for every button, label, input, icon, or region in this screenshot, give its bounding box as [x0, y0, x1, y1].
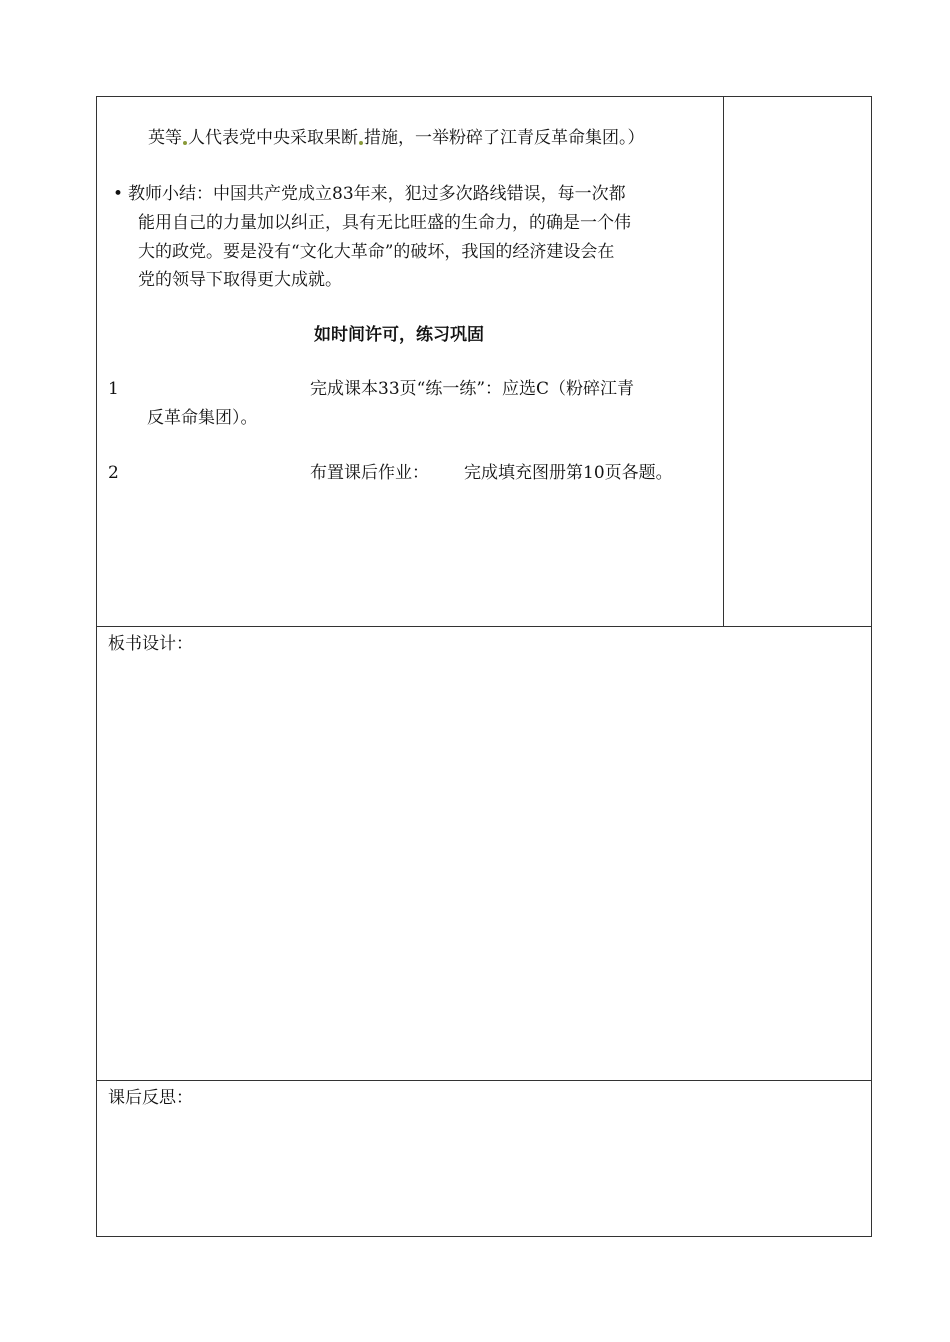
lesson-table — [96, 96, 872, 1237]
board-design-row — [97, 627, 871, 1081]
board-design-label: 板书设计： — [108, 634, 193, 654]
teacher-summary-line-3: 大的政党。要是没有“文化大革命”的破坏，我国的经济建设会在 — [138, 242, 615, 262]
teacher-summary-line-2: 能用自己的力量加以纠正，具有无比旺盛的生命力，的确是一个伟 — [138, 213, 631, 233]
reflection-label: 课后反思： — [108, 1088, 193, 1108]
summary-bullet: • — [113, 184, 124, 204]
item-2-label: 布置课后作业： — [310, 463, 429, 483]
teacher-summary-line-4: 党的领导下取得更大成就。 — [138, 270, 342, 290]
teacher-summary-line-1: 教师小结：中国共产党成立83年来，犯过多次路线错误，每一次都 — [128, 184, 626, 204]
notes-side-cell — [724, 97, 871, 626]
lesson-content-cell — [97, 97, 724, 626]
highlight-mark — [183, 141, 187, 145]
item-1-line-2: 反革命集团）。 — [147, 408, 258, 428]
item-1-number: 1 — [108, 379, 119, 399]
lesson-content-row — [97, 97, 871, 627]
text-segment: 措施，一举粉碎了江青反革命集团。） — [364, 128, 645, 148]
item-2-number: 2 — [108, 463, 119, 483]
item-2-task: 完成填充图册第10页各题。 — [464, 463, 673, 483]
practice-heading: 如时间许可，练习巩固 — [314, 325, 484, 345]
paragraph-continuation — [148, 125, 645, 151]
item-1-line-1: 完成课本33页“练一练”：应选C（粉碎江青 — [310, 379, 635, 399]
highlight-mark — [359, 141, 363, 145]
text-segment: 英等 — [148, 128, 182, 148]
reflection-row — [97, 1081, 871, 1236]
text-segment: 人代表党中央采取果断 — [188, 128, 358, 148]
